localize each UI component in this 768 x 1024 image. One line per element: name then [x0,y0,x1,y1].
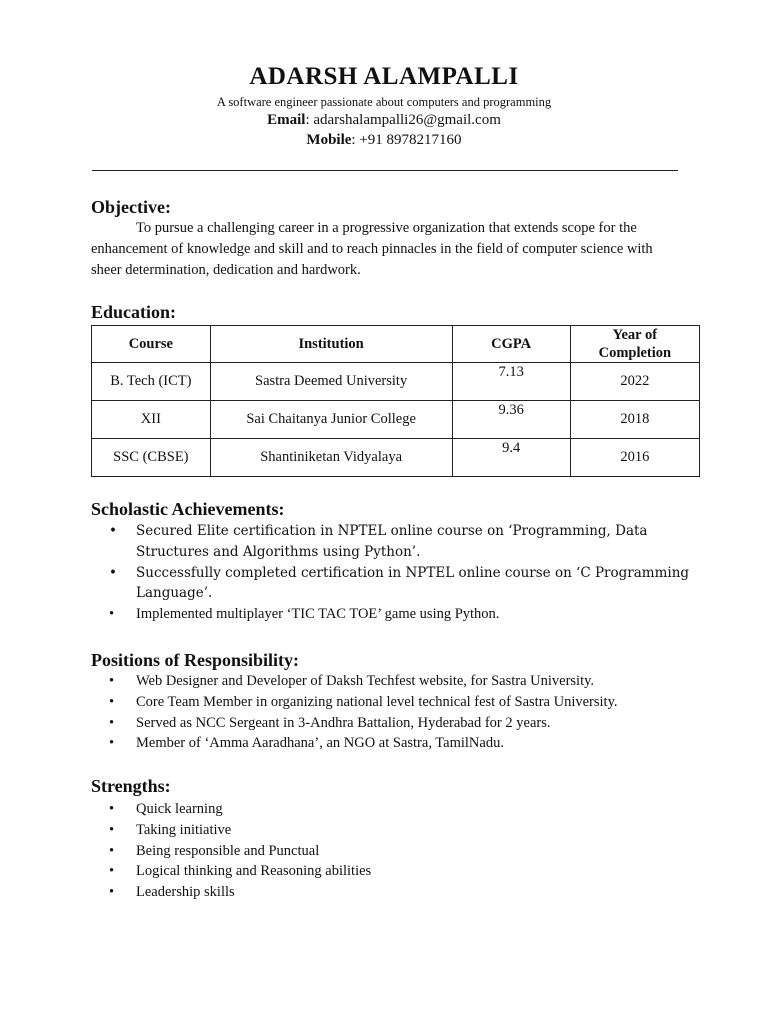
resume-header [0,62,768,150]
year-cell: 2016 [570,439,699,477]
table-row [92,363,700,401]
header-divider [92,170,678,171]
objective-text: To pursue a challenging career in a progressive organization that extends scope for the enhancement of knowledge and skill and to reach pinnacles in the field of computer science with sheer determination, dedication and hardwork. [91,220,653,278]
list-item: • Quick learning [136,799,696,820]
list-item: • Successfully completed certification in NPTEL online course on ‘C Programming Language’. [136,563,696,605]
achievements-heading: Scholastic Achievements: [91,499,285,519]
achievements-list [91,521,696,625]
table-row [92,439,700,477]
cgpa-cell: 7.13 [452,363,570,401]
list-item: • Taking initiative [136,820,696,841]
list-item: • Implemented multiplayer ‘TIC TAC TOE’ game using Python. [136,604,696,625]
course-cell: B. Tech (ICT) [92,363,211,401]
institution-cell: Sastra Deemed University [210,363,452,401]
column-header-cgpa: CGPA [452,326,570,363]
responsibility-heading: Positions of Responsibility: [91,650,300,670]
year-cell: 2022 [570,363,699,401]
objective-heading: Objective: [91,197,171,217]
column-header-institution: Institution [210,326,452,363]
tagline: A software engineer passionate about computers and programming [216,95,552,109]
table-row [92,401,700,439]
cgpa-cell: 9.4 [452,439,570,477]
list-item: • Secured Elite certification in NPTEL online course on ‘Programming, Data Structures and Algorithms using Python’. [136,521,696,563]
course-cell: SSC (CBSE) [92,439,211,477]
list-item: • Being responsible and Punctual [136,841,696,862]
mobile-line [0,130,768,150]
candidate-name: ADARSH ALAMPALLI [249,63,519,90]
list-item: • Member of ‘Amma Aaradhana’, an NGO at Sastra, TamilNadu. [136,733,696,754]
education-heading: Education: [91,302,177,322]
year-cell: 2018 [570,401,699,439]
email-value: : adarshalampalli26@gmail.com [305,112,501,128]
strengths-list [91,799,696,903]
list-item: • Leadership skills [136,882,696,903]
course-cell: XII [92,401,211,439]
responsibility-list [91,671,696,754]
table-header-row [92,326,700,363]
email-label: Email [267,112,306,128]
list-item: • Logical thinking and Reasoning abilities [136,861,696,882]
institution-cell: Shantiniketan Vidyalaya [210,439,452,477]
education-table [91,325,700,477]
mobile-value: : +91 8978217160 [351,132,462,148]
list-item: • Web Designer and Developer of Daksh Techfest website, for Sastra University. [136,671,696,692]
list-item: • Core Team Member in organizing national level technical fest of Sastra University. [136,692,696,713]
cgpa-cell: 9.36 [452,401,570,439]
email-line [0,110,768,130]
mobile-label: Mobile [306,132,352,148]
column-header-year: Year of Completion [570,326,699,363]
strengths-heading: Strengths: [91,776,171,796]
list-item: • Served as NCC Sergeant in 3-Andhra Battalion, Hyderabad for 2 years. [136,713,696,734]
column-header-course: Course [92,326,211,363]
institution-cell: Sai Chaitanya Junior College [210,401,452,439]
